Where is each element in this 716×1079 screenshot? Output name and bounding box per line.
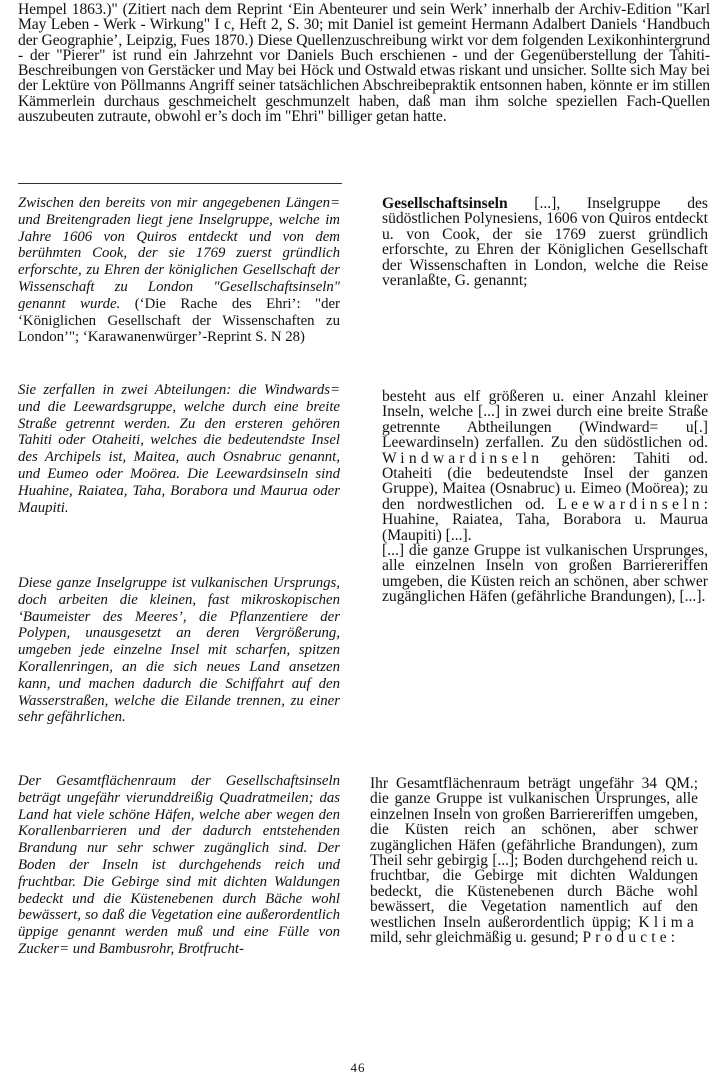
lexicon-text-gesellschaftsinseln-body: [...], Inselgruppe des südöstlichen Polynesiens, 1606 von Quiros entdeckt u. von Cook, der sie 1769 zuerst gründlich erforschte, zu Ehren der Königlichen Gesellschaft der Wissenschaften in London, welche die Reise veranlaßte, G. genannt; bbox=[382, 195, 708, 290]
lexicon-text-flaechenraum-part1: Ihr Gesamtflächenraum beträgt ungefähr 34 QM.; die ganze Gruppe ist vulkanischen Ursprunges, alle einzelnen Inseln von großen Barriereriffen umgeben, die Küsten reich an schönen, aber schwer zugänglichen Häfen (gefährliche Brandungen), zum Theil sehr gebirgig [...]; Boden durchgehend reich u. fruchtbar, die Gebirge mit dichten Waldungen bedeckt, die Küstenebenen durch Bäche wohl bewässert, die Vegetation namentlich auf den westlichen Inseln außerordentlich üppig; bbox=[370, 775, 698, 931]
may-text-abteilungen: Sie zerfallen in zwei Abteilungen: die Windwards= und die Leewardsgruppe, welche durch eine breite Straße getrennt werden. Zu den ersteren gehören Tahiti oder Otaheiti, welches die bedeutendste Insel des Archipels ist, Maitea, auch Osnabruc genannt, und Eumeo oder Moörea. Die Leewardsinseln sind Huahine, Raiatea, Taha, Borabora und Maurua oder Maupiti. bbox=[18, 382, 340, 516]
lexicon-term-windwardinseln: Windwardinseln bbox=[382, 449, 544, 467]
lexicon-text-flaechenraum-part2: mild, sehr gleichmäßig u. gesund; bbox=[370, 929, 579, 947]
lexicon-text-abteilungen-part1: besteht aus elf größeren u. einer Anzahl kleiner Inseln, welche [...] in zwei durch eine breite Straße getrennte Abtheilungen (Windward= u[.] Leewardinseln) zerfallen. Zu den südöstlichen od. bbox=[382, 388, 708, 452]
page-number: 46 bbox=[350, 1060, 366, 1075]
lexicon-headword: Gesellschaftsinseln bbox=[382, 195, 508, 212]
lexicon-text-abteilungen-part3: : Huahine, Raiatea, Taha, Borabora u. Maurua (Maupiti) [...]. bbox=[382, 495, 708, 544]
lexicon-text-flaechenraum bbox=[370, 776, 698, 945]
lexicon-term-klima: Klima bbox=[638, 913, 698, 931]
may-text-quiros bbox=[18, 195, 340, 346]
may-text-quiros-body: Zwischen den bereits von mir angegebenen Längen= und Breitengraden liegt jene Inselgruppe, welche im Jahre 1606 von Quiros entdeckt und von dem berühmten Cook, der sie 1769 zuerst gründlich erforschte, zu Ehren der königlichen Gesellschaft der Wissenschaft zu London "Gesellschaftsinseln" genannt wurde. bbox=[18, 195, 340, 312]
may-text-quiros-citation: (‘Die Rache des Ehri’: "der ‘Königlichen Gesellschaft der Wissenschaften zu London’"; ‘Karawanenwürger’-Reprint S. N 28) bbox=[18, 295, 340, 346]
lexicon-term-leewardinseln: Leewardinseln bbox=[557, 495, 704, 513]
lexicon-text-vulkanisch: [...] die ganze Gruppe ist vulkanischen Ursprunges, alle einzelnen Inseln von großen Barriereriffen umgeben, die Küsten reich an schönen, aber schwer zugänglichen Häfen (gefährliche Brandungen), [...]. bbox=[382, 542, 708, 606]
lexicon-term-producte: Producte: bbox=[582, 929, 680, 947]
lexicon-text-gesellschaftsinseln bbox=[382, 196, 708, 288]
may-text-flaechenraum: Der Gesamtflächenraum der Gesellschaftsinseln beträgt ungefähr vierunddreißig Quadratmeilen; das Land hat viele schöne Häfen, welche aber wegen den Korallenbarrieren und der dadurch entstehenden Brandung nur sehr schwer zugänglich sind. Der Boden der Inseln ist durchgehends reich und fruchtbar. Die Gebirge sind mit dichten Waldungen bedeckt und die Küstenebenen durch Bäche wohl bewässert, so daß die Vegetation eine außerordentlich üppige genannt werden muß und eine Fülle von Zucker= und Bambusrohr, Brotfrucht- bbox=[18, 773, 340, 957]
intro-paragraph: Hempel 1863.)" (Zitiert nach dem Reprint ‘Ein Abenteurer und sein Werk’ innerhalb der Archiv-Edition "Karl May Leben - Werk - Wirkung" I c, Heft 2, S. 30; mit Daniel ist gemeint Hermann Adalbert Daniels ‘Handbuch der Geographie’, Leipzig, Fues 1870.) Diese Quellenzuschreibung wirkt vor dem folgenden Lexikonhintergrund - der "Pierer" ist rund ein Jahrzehnt vor Daniels Buch erschienen - und der Gegenüberstellung der Tahiti-Beschreibungen von Gerstäcker und May bei Höck und Ostwald etwas riskant und unsicher. Sollte sich May bei der Lektüre von Pöllmanns Angriff seiner tatsächlichen Abschreibepraktik entsonnen haben, könnte er im stillen Kämmerlein durchaus geschmeichelt geschmunzelt haben, daß man ihm solche speziellen Fach-Quellen auszubeuten zutraute, obwohl er’s doch im "Ehri" billiger getan hatte. bbox=[18, 1, 710, 126]
section-divider bbox=[18, 183, 342, 184]
may-text-vulkanisch: Diese ganze Inselgruppe ist vulkanischen Ursprungs, doch arbeiten die kleinen, fast mikroskopischen ‘Baumeister des Meeres’, die Pflanzentiere der Polypen, unausgesetzt an deren Vergrößerung, umgeben jede einzelne Insel mit scharfen, spitzen Korallenringen, an die sich neues Land ansetzen kann, und machen dadurch die Schiffahrt auf den Wasserstraßen, welche die Eilande trennen, zu einer sehr gefährlichen. bbox=[18, 575, 340, 726]
lexicon-text-abteilungen bbox=[382, 389, 708, 605]
lexicon-text-abteilungen-part2: gehören: Tahiti od. Otaheiti (die bedeutendste Insel der ganzen Gruppe), Maitea (Osnabruc) u. Eimeo (Moörea); zu den nordwestlichen od. bbox=[382, 449, 708, 513]
